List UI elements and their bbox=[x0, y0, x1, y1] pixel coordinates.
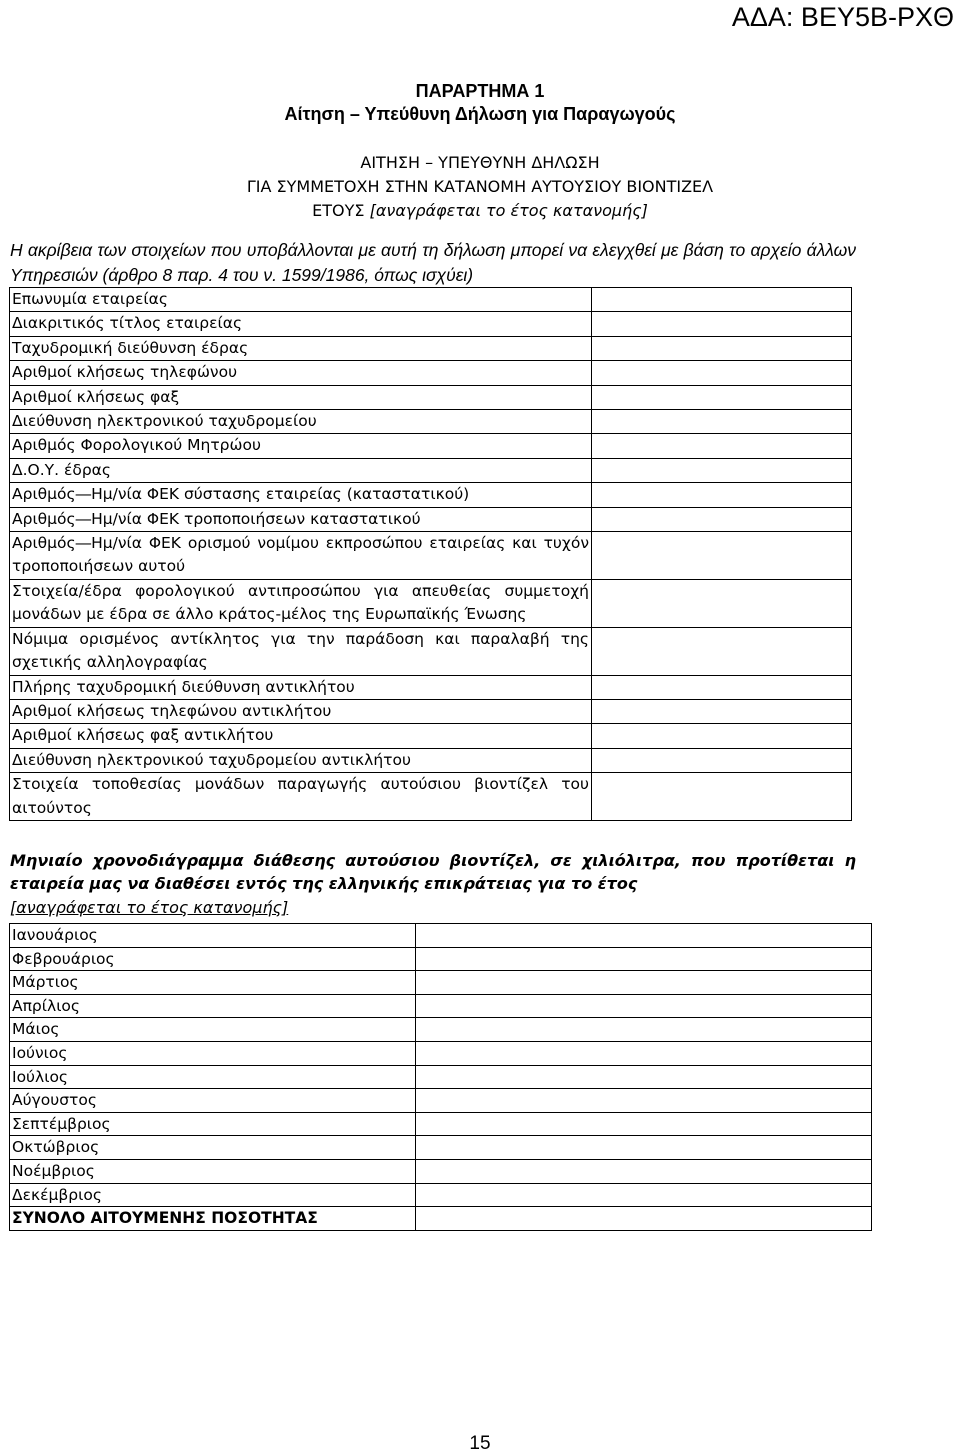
month-quantity[interactable] bbox=[416, 1018, 872, 1042]
month-row bbox=[10, 1065, 872, 1089]
form-field-label: Διακριτικός τίτλος εταιρείας bbox=[10, 312, 592, 336]
form-row bbox=[10, 579, 852, 627]
total-label: ΣΥΝΟΛΟ ΑΙΤΟΥΜΕΝΗΣ ΠΟΣΟΤΗΤΑΣ bbox=[10, 1207, 416, 1231]
form-row bbox=[10, 627, 852, 675]
month-row bbox=[10, 971, 872, 995]
form-row bbox=[10, 434, 852, 458]
form-field-label: Αριθμός―Ημ/νία ΦΕΚ σύστασης εταιρείας (καταστατικού) bbox=[10, 483, 592, 507]
form-field-value[interactable] bbox=[592, 361, 852, 385]
form-field-label: Διεύθυνση ηλεκτρονικού ταχυδρομείου bbox=[10, 410, 592, 434]
month-row bbox=[10, 1136, 872, 1160]
form-field-value[interactable] bbox=[592, 483, 852, 507]
form-field-label: Νόμιμα ορισμένος αντίκλητος για την παράδοση και παραλαβή της σχετικής αλληλογραφίας bbox=[10, 627, 592, 675]
month-label: Αύγουστος bbox=[10, 1089, 416, 1113]
form-field-label: Αριθμός―Ημ/νία ΦΕΚ ορισμού νομίμου εκπροσώπου εταιρείας και τυχόν τροποποιήσεων αυτού bbox=[10, 532, 592, 580]
form-field-value[interactable] bbox=[592, 773, 852, 821]
form-row bbox=[10, 507, 852, 531]
form-row bbox=[10, 312, 852, 336]
month-row bbox=[10, 1018, 872, 1042]
schedule-year-note: [αναγράφεται το έτος κατανομής] bbox=[10, 897, 289, 917]
month-label: Απρίλιος bbox=[10, 994, 416, 1018]
month-row bbox=[10, 1112, 872, 1136]
form-field-label: Πλήρης ταχυδρομική διεύθυνση αντικλήτου bbox=[10, 675, 592, 699]
form-field-label: Αριθμός―Ημ/νία ΦΕΚ τροποποιήσεων καταστατικού bbox=[10, 507, 592, 531]
month-label: Ιανουάριος bbox=[10, 924, 416, 948]
month-row bbox=[10, 1089, 872, 1113]
total-quantity[interactable] bbox=[416, 1207, 872, 1231]
month-label: Φεβρουάριος bbox=[10, 947, 416, 971]
month-quantity[interactable] bbox=[416, 1136, 872, 1160]
month-label: Οκτώβριος bbox=[10, 1136, 416, 1160]
form-field-label: Επωνυμία εταιρείας bbox=[10, 288, 592, 312]
form-row bbox=[10, 410, 852, 434]
month-row bbox=[10, 1041, 872, 1065]
month-row bbox=[10, 1159, 872, 1183]
form-field-label: Δ.Ο.Υ. έδρας bbox=[10, 458, 592, 482]
month-quantity[interactable] bbox=[416, 971, 872, 995]
form-field-value[interactable] bbox=[592, 675, 852, 699]
month-label: Νοέμβριος bbox=[10, 1159, 416, 1183]
form-field-value[interactable] bbox=[592, 458, 852, 482]
monthly-schedule-table bbox=[9, 923, 872, 1231]
month-label: Μάιος bbox=[10, 1018, 416, 1042]
form-field-value[interactable] bbox=[592, 288, 852, 312]
form-field-value[interactable] bbox=[592, 410, 852, 434]
form-row bbox=[10, 532, 852, 580]
form-field-label: Αριθμοί κλήσεως φαξ bbox=[10, 385, 592, 409]
total-row bbox=[10, 1207, 872, 1231]
form-field-label: Ταχυδρομική διεύθυνση έδρας bbox=[10, 336, 592, 360]
month-label: Δεκέμβριος bbox=[10, 1183, 416, 1207]
form-row bbox=[10, 336, 852, 360]
header-line-1: ΑΙΤΗΣΗ – ΥΠΕΥΘΥΝΗ ΔΗΛΩΣΗ bbox=[360, 153, 600, 172]
ada-code: ΑΔΑ: ΒΕΥ5Β-ΡΧΘ bbox=[731, 2, 954, 32]
month-quantity[interactable] bbox=[416, 994, 872, 1018]
form-row bbox=[10, 748, 852, 772]
month-row bbox=[10, 924, 872, 948]
form-field-label: Αριθμοί κλήσεως τηλεφώνου αντικλήτου bbox=[10, 699, 592, 723]
month-quantity[interactable] bbox=[416, 1112, 872, 1136]
form-row bbox=[10, 385, 852, 409]
form-row bbox=[10, 773, 852, 821]
month-row bbox=[10, 947, 872, 971]
month-row bbox=[10, 1183, 872, 1207]
form-row bbox=[10, 288, 852, 312]
header-line-3 bbox=[0, 199, 960, 223]
month-quantity[interactable] bbox=[416, 1183, 872, 1207]
form-field-value[interactable] bbox=[592, 532, 852, 580]
month-label: Ιούλιος bbox=[10, 1065, 416, 1089]
month-row bbox=[10, 994, 872, 1018]
schedule-heading bbox=[10, 849, 856, 919]
header-year-prefix: ΕΤΟΥΣ bbox=[312, 201, 370, 220]
schedule-heading-text: Μηνιαίο χρονοδιάγραμμα διάθεσης αυτούσιου βιοντίζελ, σε χιλιόλιτρα, που προτίθεται η εταιρεία μας να διαθέσει εντός της ελληνικής επικράτειας για το έτος bbox=[10, 851, 856, 894]
form-field-label: Στοιχεία τοποθεσίας μονάδων παραγωγής αυτούσιου βιοντίζελ του αιτούντος bbox=[10, 773, 592, 821]
intro-text: Η ακρίβεια των στοιχείων που υποβάλλονται με αυτή τη δήλωση μπορεί να ελεγχθεί με βάση το αρχείο άλλων Υπηρεσιών (άρθρο 8 παρ. 4 του ν. 1599/1986, όπως ισχύει) bbox=[10, 240, 856, 285]
form-field-value[interactable] bbox=[592, 336, 852, 360]
month-label: Ιούνιος bbox=[10, 1041, 416, 1065]
form-field-value[interactable] bbox=[592, 385, 852, 409]
page-number: 15 bbox=[469, 1433, 491, 1454]
form-field-value[interactable] bbox=[592, 507, 852, 531]
annex-subtitle: Αίτηση – Υπεύθυνη Δήλωση για Παραγωγούς bbox=[284, 104, 676, 124]
form-row bbox=[10, 699, 852, 723]
company-info-table bbox=[9, 287, 852, 821]
annex-title: ΠΑΡΑΡΤΗΜΑ 1 bbox=[415, 81, 545, 101]
form-field-label: Στοιχεία/έδρα φορολογικού αντιπροσώπου για απευθείας συμμετοχή μονάδων με έδρα σε άλλο κράτος-μέλος της Ευρωπαϊκής Ένωσης bbox=[10, 579, 592, 627]
form-field-label: Αριθμοί κλήσεως τηλεφώνου bbox=[10, 361, 592, 385]
month-label: Σεπτέμβριος bbox=[10, 1112, 416, 1136]
form-field-value[interactable] bbox=[592, 724, 852, 748]
form-field-label: Αριθμοί κλήσεως φαξ αντικλήτου bbox=[10, 724, 592, 748]
month-quantity[interactable] bbox=[416, 924, 872, 948]
form-field-value[interactable] bbox=[592, 748, 852, 772]
form-row bbox=[10, 675, 852, 699]
month-label: Μάρτιος bbox=[10, 971, 416, 995]
form-field-label: Διεύθυνση ηλεκτρονικού ταχυδρομείου αντικλήτου bbox=[10, 748, 592, 772]
form-row bbox=[10, 483, 852, 507]
month-quantity[interactable] bbox=[416, 1159, 872, 1183]
header-year-note: [αναγράφεται το έτος κατανομής] bbox=[369, 201, 648, 220]
month-quantity[interactable] bbox=[416, 1065, 872, 1089]
header-line-2: ΓΙΑ ΣΥΜΜΕΤΟΧΗ ΣΤΗΝ ΚΑΤΑΝΟΜΗ ΑΥΤΟΥΣΙΟΥ ΒΙΟΝΤΙΖΕΛ bbox=[246, 177, 714, 196]
form-row bbox=[10, 458, 852, 482]
form-field-value[interactable] bbox=[592, 312, 852, 336]
form-field-value[interactable] bbox=[592, 579, 852, 627]
form-row bbox=[10, 724, 852, 748]
form-field-value[interactable] bbox=[592, 627, 852, 675]
form-field-value[interactable] bbox=[592, 699, 852, 723]
form-field-value[interactable] bbox=[592, 434, 852, 458]
form-field-label: Αριθμός Φορολογικού Μητρώου bbox=[10, 434, 592, 458]
month-quantity[interactable] bbox=[416, 1041, 872, 1065]
form-row bbox=[10, 361, 852, 385]
month-quantity[interactable] bbox=[416, 947, 872, 971]
month-quantity[interactable] bbox=[416, 1089, 872, 1113]
